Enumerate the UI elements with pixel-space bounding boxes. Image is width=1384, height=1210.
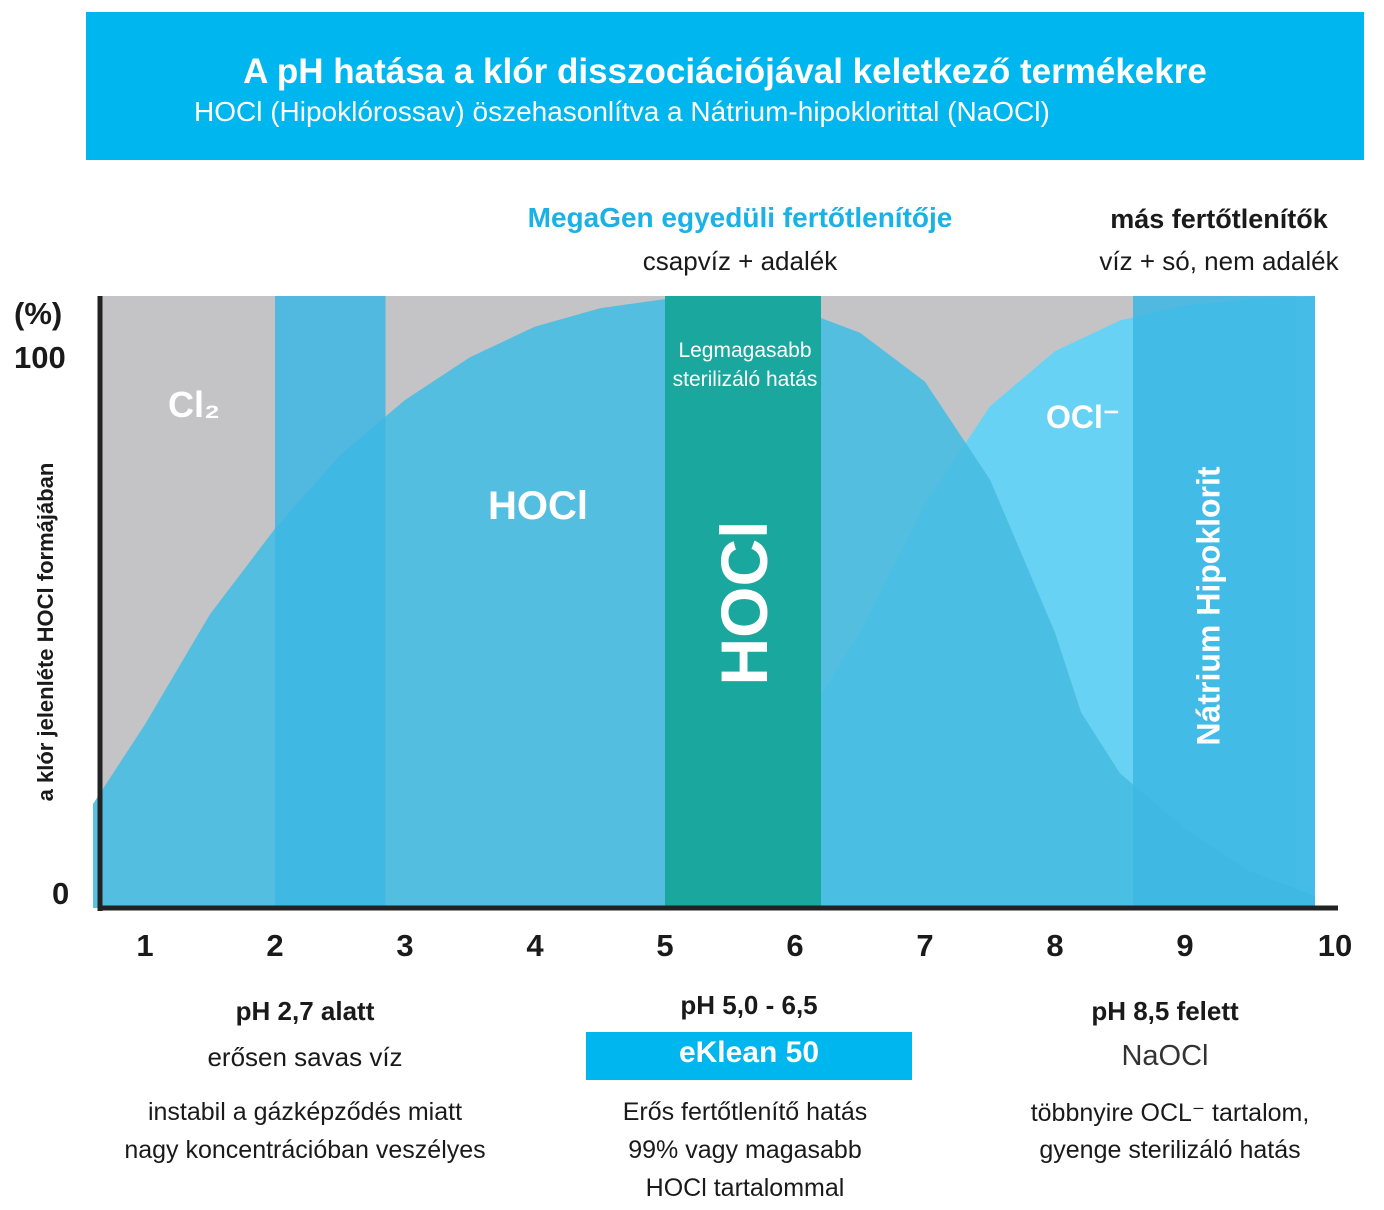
optimal-desc-3: HOCl tartalommal [645, 1174, 845, 1202]
eklean-badge-label: eKlean 50 [678, 1036, 820, 1069]
optimal-title: pH 5,0 - 6,5 [680, 990, 818, 1020]
region-label-cl2: Cl₂ [168, 384, 220, 425]
x-tick-10: 10 [1317, 928, 1353, 963]
optimal-desc-1: Erős fertőtlenítő hatás [622, 1098, 868, 1126]
alkaline-subtitle: NaOCl [1121, 1040, 1209, 1072]
acidic-subtitle: erősen savas víz [207, 1042, 403, 1072]
naocl-band-label: Nátrium Hipoklorit [1190, 466, 1227, 746]
x-tick-4: 4 [526, 928, 544, 963]
x-tick-2: 2 [266, 928, 284, 963]
y-unit-label: (%) [14, 296, 63, 331]
alkaline-desc-2: gyenge sterilizáló hatás [1039, 1136, 1301, 1164]
acidic-desc-2: nagy koncentrációban veszélyes [124, 1136, 486, 1164]
megagen-title: MegaGen egyedüli fertőtlenítője [527, 202, 953, 233]
x-tick-5: 5 [656, 928, 674, 963]
y-axis-label: a klór jelenléte HOCl formájában [33, 462, 58, 802]
acidic-title: pH 2,7 alatt [235, 996, 375, 1026]
acidic-desc-1: instabil a gázképződés miatt [147, 1098, 463, 1126]
x-tick-6: 6 [786, 928, 804, 963]
optimal-desc-2: 99% vagy magasabb [628, 1136, 862, 1164]
optimal-band-label: HOCl [707, 520, 781, 686]
y-tick-100: 100 [14, 340, 66, 375]
x-tick-8: 8 [1046, 928, 1064, 963]
x-tick-7: 7 [916, 928, 934, 963]
optimal-band-note: Legmagasabb sterilizáló hatás [672, 339, 818, 391]
alkaline-title: pH 8,5 felett [1091, 996, 1239, 1026]
y-tick-0: 0 [52, 876, 70, 911]
other-disinfectants-title: más fertőtlenítők [1110, 204, 1328, 234]
page-title: A pH hatása a klór disszociációjával keletkező termékekre [243, 52, 1207, 91]
band-acidic [275, 296, 386, 908]
page-subtitle: HOCl (Hipoklórossav) öszehasonlítva a Nátrium-hipoklorittal (NaOCl) [194, 96, 1050, 127]
alkaline-desc-1: többnyire OCL⁻ tartalom, [1030, 1099, 1310, 1127]
megagen-subtitle: csapvíz + adalék [642, 246, 838, 276]
x-tick-1: 1 [136, 928, 154, 963]
region-label-ocl: OCl⁻ [1046, 399, 1120, 435]
other-disinfectants-subtitle: víz + só, nem adalék [1099, 246, 1339, 276]
x-tick-9: 9 [1176, 928, 1194, 963]
region-label-hocl: HOCl [488, 484, 588, 528]
x-tick-3: 3 [396, 928, 414, 963]
